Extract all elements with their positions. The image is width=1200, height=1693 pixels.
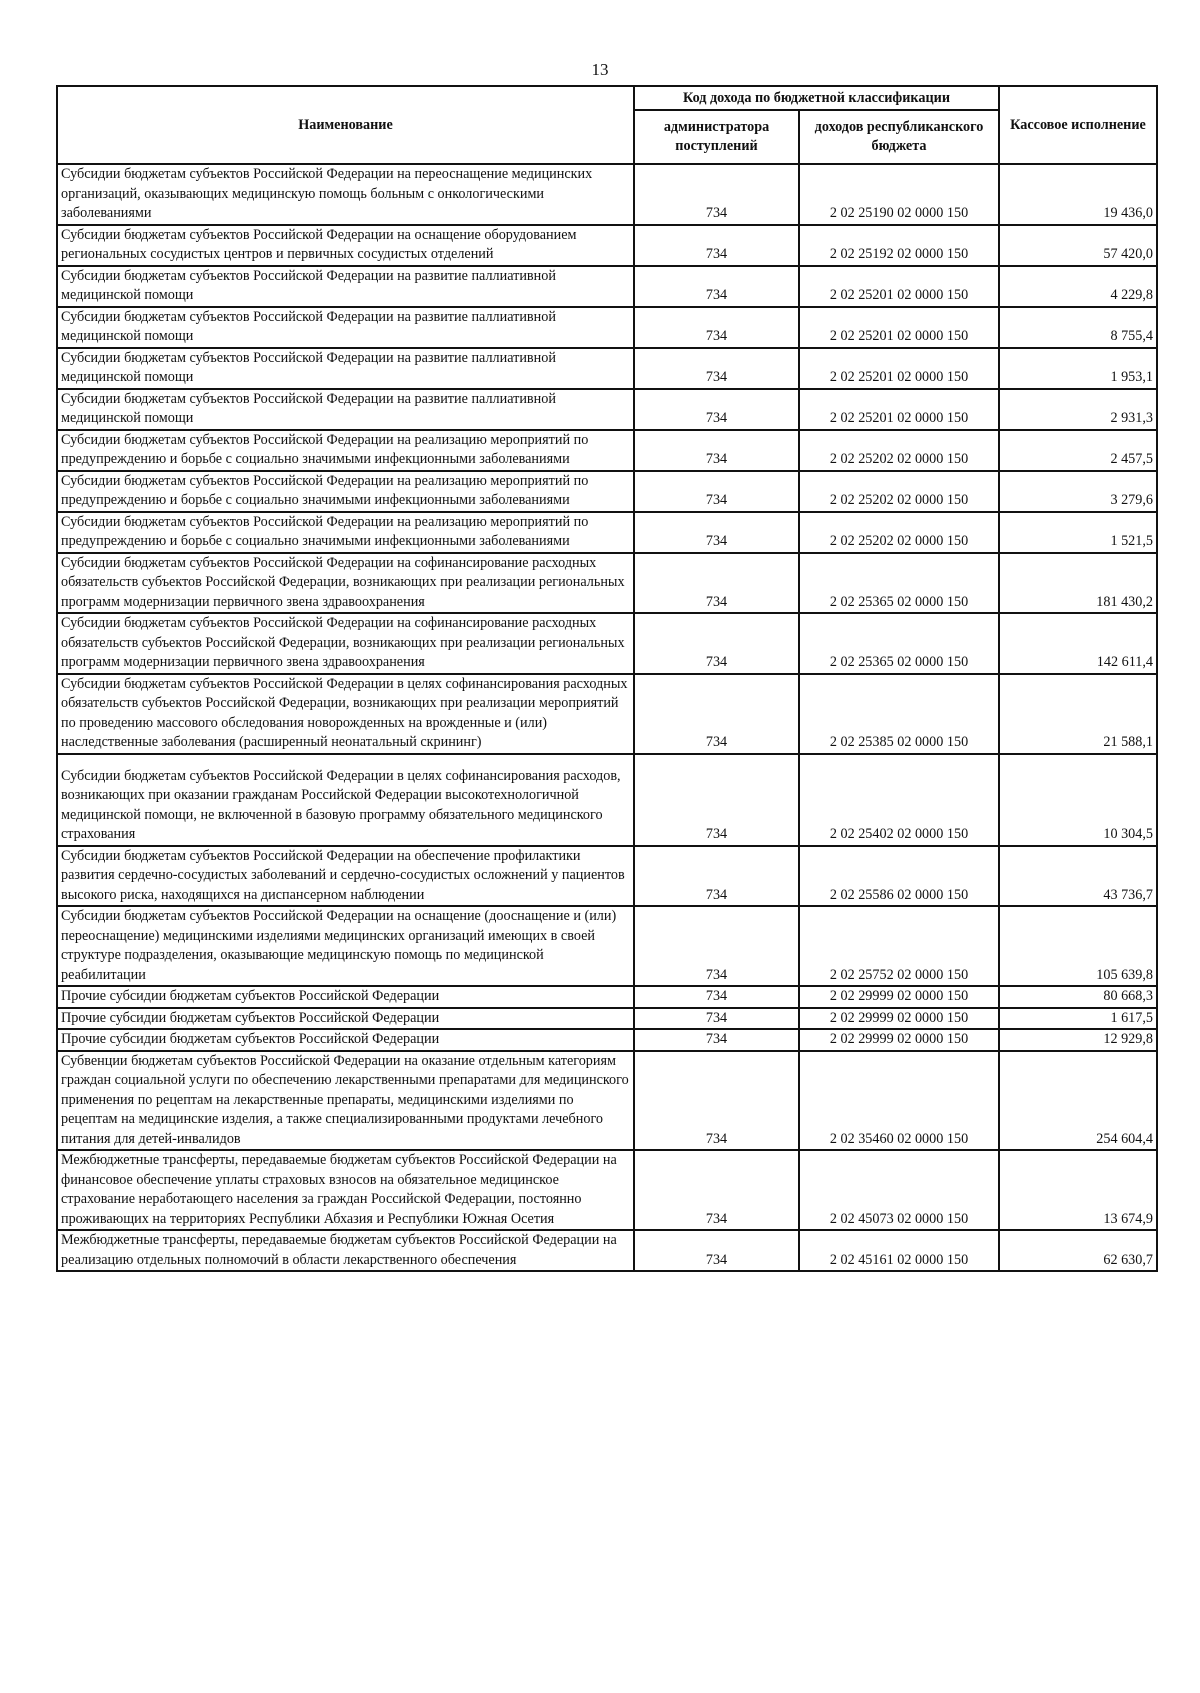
cell-admin: 734	[634, 471, 799, 512]
table-row	[57, 986, 1157, 1008]
header-amount: Кассовое исполнение	[999, 86, 1157, 164]
cell-admin: 734	[634, 674, 799, 754]
cell-name: Субсидии бюджетам субъектов Российской Федерации на развитие паллиативной медицинской помощи	[57, 389, 634, 430]
revenue-table	[56, 85, 1158, 1272]
cell-name: Субсидии бюджетам субъектов Российской Федерации на реализацию мероприятий по предупреждению и борьбе с социально значимыми инфекционными заболеваниями	[57, 512, 634, 553]
cell-code: 2 02 29999 02 0000 150	[799, 1029, 999, 1051]
cell-admin: 734	[634, 754, 799, 846]
cell-amount: 62 630,7	[999, 1230, 1157, 1271]
cell-amount: 4 229,8	[999, 266, 1157, 307]
cell-name: Субсидии бюджетам субъектов Российской Федерации на софинансирование расходных обязательств субъектов Российской Федерации, возникающих при реализации региональных программ модернизации первичного звена здравоохранения	[57, 613, 634, 674]
cell-admin: 734	[634, 1051, 799, 1151]
cell-amount: 12 929,8	[999, 1029, 1157, 1051]
cell-admin: 734	[634, 986, 799, 1008]
table-header	[57, 86, 1157, 164]
table-row	[57, 164, 1157, 225]
cell-admin: 734	[634, 1008, 799, 1030]
table-row	[57, 846, 1157, 907]
cell-code: 2 02 25192 02 0000 150	[799, 225, 999, 266]
cell-code: 2 02 29999 02 0000 150	[799, 986, 999, 1008]
cell-code: 2 02 25201 02 0000 150	[799, 307, 999, 348]
cell-name: Субсидии бюджетам субъектов Российской Федерации на развитие паллиативной медицинской помощи	[57, 307, 634, 348]
table-row	[57, 1029, 1157, 1051]
cell-name: Субвенции бюджетам субъектов Российской Федерации на оказание отдельным категориям граждан социальной услуги по обеспечению лекарственными препаратами для медицинского применения по рецептам на лекарственные препараты, медицинскими изделиями по рецептам на медицинские изделия, а также специализированными продуктами лечебного питания для детей-инвалидов	[57, 1051, 634, 1151]
cell-name: Субсидии бюджетам субъектов Российской Федерации на софинансирование расходных обязательств субъектов Российской Федерации, возникающих при реализации региональных программ модернизации первичного звена здравоохранения	[57, 553, 634, 614]
cell-admin: 734	[634, 512, 799, 553]
table-row	[57, 674, 1157, 754]
cell-admin: 734	[634, 266, 799, 307]
cell-code: 2 02 25201 02 0000 150	[799, 266, 999, 307]
table-row	[57, 1008, 1157, 1030]
cell-name: Прочие субсидии бюджетам субъектов Российской Федерации	[57, 986, 634, 1008]
cell-code: 2 02 45161 02 0000 150	[799, 1230, 999, 1271]
cell-admin: 734	[634, 906, 799, 986]
table-row	[57, 553, 1157, 614]
table-row	[57, 471, 1157, 512]
cell-name: Межбюджетные трансферты, передаваемые бюджетам субъектов Российской Федерации на финансовое обеспечение уплаты страховых взносов на обязательное медицинское страхование неработающего населения за граждан Российской Федерации, постоянно проживающих на территориях Республики Абхазия и Республики Южная Осетия	[57, 1150, 634, 1230]
cell-code: 2 02 25385 02 0000 150	[799, 674, 999, 754]
cell-amount: 2 457,5	[999, 430, 1157, 471]
cell-code: 2 02 25752 02 0000 150	[799, 906, 999, 986]
header-admin: администратора поступлений	[634, 110, 799, 164]
cell-admin: 734	[634, 613, 799, 674]
cell-name: Субсидии бюджетам субъектов Российской Федерации на оснащение (дооснащение и (или) переоснащение) медицинскими изделиями медицинских организаций имеющих в своей структуре подразделения, оказывающие медицинскую помощь по медицинской реабилитации	[57, 906, 634, 986]
cell-amount: 3 279,6	[999, 471, 1157, 512]
cell-amount: 1 617,5	[999, 1008, 1157, 1030]
cell-admin: 734	[634, 307, 799, 348]
cell-code: 2 02 45073 02 0000 150	[799, 1150, 999, 1230]
table-row	[57, 906, 1157, 986]
cell-name: Субсидии бюджетам субъектов Российской Федерации на переоснащение медицинских организаций, оказывающих медицинскую помощь больным с онкологическими заболеваниями	[57, 164, 634, 225]
cell-code: 2 02 35460 02 0000 150	[799, 1051, 999, 1151]
cell-amount: 80 668,3	[999, 986, 1157, 1008]
cell-code: 2 02 25202 02 0000 150	[799, 430, 999, 471]
cell-code: 2 02 25202 02 0000 150	[799, 471, 999, 512]
cell-name: Межбюджетные трансферты, передаваемые бюджетам субъектов Российской Федерации на реализацию отдельных полномочий в области лекарственного обеспечения	[57, 1230, 634, 1271]
table-row	[57, 348, 1157, 389]
cell-amount: 1 521,5	[999, 512, 1157, 553]
cell-code: 2 02 25202 02 0000 150	[799, 512, 999, 553]
cell-name: Субсидии бюджетам субъектов Российской Федерации в целях софинансирования расходов, возникающих при оказании гражданам Российской Федерации высокотехнологичной медицинской помощи, не включенной в базовую программу обязательного медицинского страхования	[57, 754, 634, 846]
cell-amount: 254 604,4	[999, 1051, 1157, 1151]
cell-code: 2 02 25201 02 0000 150	[799, 389, 999, 430]
table-row	[57, 1150, 1157, 1230]
cell-code: 2 02 29999 02 0000 150	[799, 1008, 999, 1030]
table-row	[57, 613, 1157, 674]
table-row	[57, 307, 1157, 348]
cell-code: 2 02 25365 02 0000 150	[799, 613, 999, 674]
cell-admin: 734	[634, 1150, 799, 1230]
cell-admin: 734	[634, 164, 799, 225]
cell-admin: 734	[634, 225, 799, 266]
cell-name: Субсидии бюджетам субъектов Российской Федерации на развитие паллиативной медицинской помощи	[57, 266, 634, 307]
cell-name: Субсидии бюджетам субъектов Российской Федерации в целях софинансирования расходных обязательств субъектов Российской Федерации, возникающих при реализации мероприятий по проведению массового обследования новорожденных на врожденные и (или) наследственные заболевания (расширенный неонатальный скрининг)	[57, 674, 634, 754]
cell-admin: 734	[634, 348, 799, 389]
table-row	[57, 1230, 1157, 1271]
cell-name: Субсидии бюджетам субъектов Российской Федерации на реализацию мероприятий по предупреждению и борьбе с социально значимыми инфекционными заболеваниями	[57, 471, 634, 512]
cell-amount: 105 639,8	[999, 906, 1157, 986]
cell-amount: 181 430,2	[999, 553, 1157, 614]
table-row	[57, 225, 1157, 266]
cell-admin: 734	[634, 1230, 799, 1271]
header-name: Наименование	[57, 86, 634, 164]
cell-code: 2 02 25201 02 0000 150	[799, 348, 999, 389]
table-row	[57, 512, 1157, 553]
cell-amount: 1 953,1	[999, 348, 1157, 389]
cell-amount: 2 931,3	[999, 389, 1157, 430]
cell-name: Прочие субсидии бюджетам субъектов Российской Федерации	[57, 1008, 634, 1030]
cell-name: Субсидии бюджетам субъектов Российской Федерации на оснащение оборудованием региональных сосудистых центров и первичных сосудистых отделений	[57, 225, 634, 266]
cell-name: Субсидии бюджетам субъектов Российской Федерации на обеспечение профилактики развития сердечно-сосудистых заболеваний и сердечно-сосудистых осложнений у пациентов высокого риска, находящихся на диспансерном наблюдении	[57, 846, 634, 907]
cell-amount: 43 736,7	[999, 846, 1157, 907]
cell-amount: 13 674,9	[999, 1150, 1157, 1230]
cell-amount: 21 588,1	[999, 674, 1157, 754]
table-row	[57, 1051, 1157, 1151]
cell-admin: 734	[634, 430, 799, 471]
cell-amount: 142 611,4	[999, 613, 1157, 674]
cell-admin: 734	[634, 1029, 799, 1051]
table-row	[57, 430, 1157, 471]
table-body	[57, 164, 1157, 1271]
cell-amount: 19 436,0	[999, 164, 1157, 225]
cell-code: 2 02 25586 02 0000 150	[799, 846, 999, 907]
table-row	[57, 389, 1157, 430]
cell-amount: 10 304,5	[999, 754, 1157, 846]
cell-code: 2 02 25402 02 0000 150	[799, 754, 999, 846]
cell-name: Прочие субсидии бюджетам субъектов Российской Федерации	[57, 1029, 634, 1051]
cell-admin: 734	[634, 553, 799, 614]
table-row	[57, 266, 1157, 307]
cell-admin: 734	[634, 389, 799, 430]
cell-admin: 734	[634, 846, 799, 907]
cell-amount: 8 755,4	[999, 307, 1157, 348]
header-code-group: Код дохода по бюджетной классификации	[634, 86, 999, 110]
cell-name: Субсидии бюджетам субъектов Российской Федерации на развитие паллиативной медицинской помощи	[57, 348, 634, 389]
header-revenue: доходов республиканского бюджета	[799, 110, 999, 164]
cell-amount: 57 420,0	[999, 225, 1157, 266]
page-number: 13	[591, 60, 609, 79]
cell-code: 2 02 25365 02 0000 150	[799, 553, 999, 614]
cell-name: Субсидии бюджетам субъектов Российской Федерации на реализацию мероприятий по предупреждению и борьбе с социально значимыми инфекционными заболеваниями	[57, 430, 634, 471]
cell-code: 2 02 25190 02 0000 150	[799, 164, 999, 225]
table-row	[57, 754, 1157, 846]
